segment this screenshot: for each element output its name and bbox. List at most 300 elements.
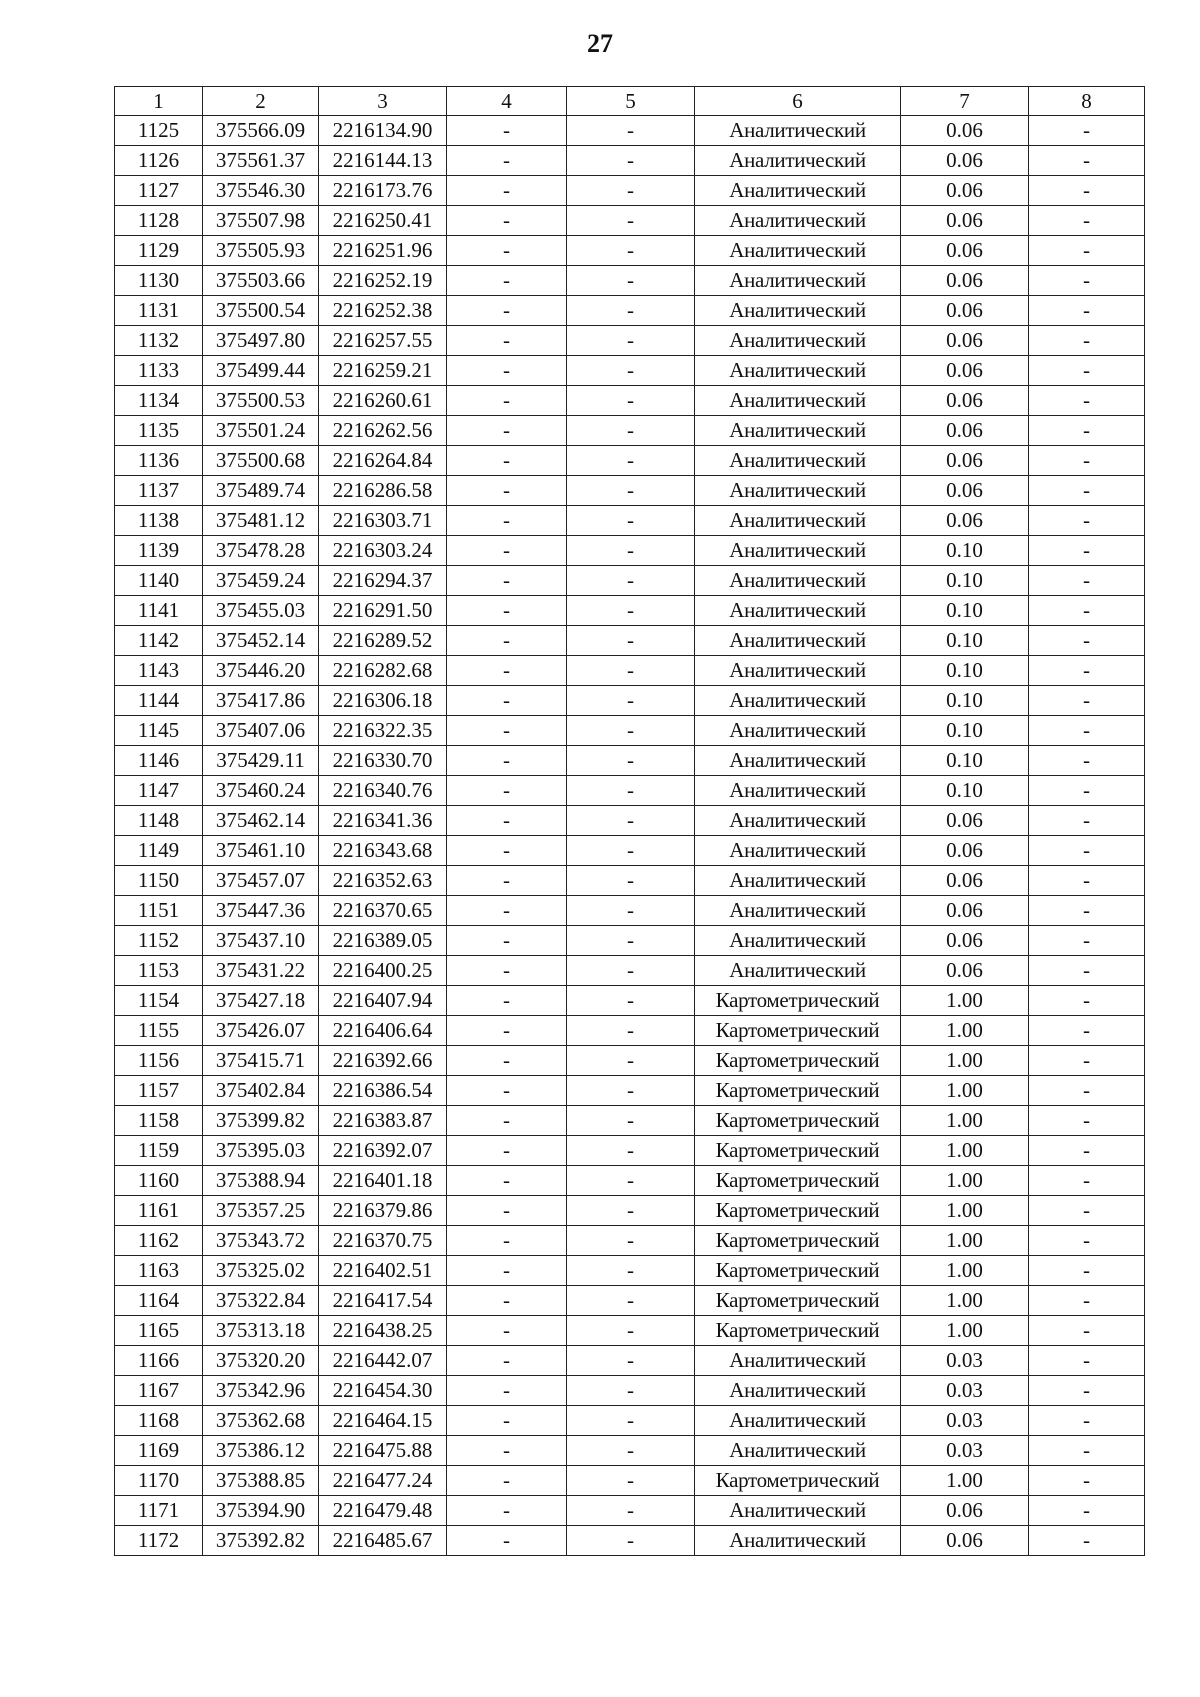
column-4-cell: - [447,266,567,296]
x-coordinate-cell: 375500.54 [203,296,319,326]
accuracy-cell: 0.06 [901,176,1029,206]
table-row [115,296,1145,326]
accuracy-cell: 0.10 [901,656,1029,686]
method-cell: Аналитический [695,866,901,896]
point-number-cell: 1169 [115,1436,203,1466]
column-header: 4 [447,87,567,116]
column-8-cell: - [1029,716,1145,746]
accuracy-cell: 1.00 [901,1076,1029,1106]
x-coordinate-cell: 375546.30 [203,176,319,206]
method-cell: Аналитический [695,416,901,446]
y-coordinate-cell: 2216392.66 [319,1046,447,1076]
column-8-cell: - [1029,206,1145,236]
y-coordinate-cell: 2216386.54 [319,1076,447,1106]
table-row [115,716,1145,746]
column-5-cell: - [567,266,695,296]
table-row [115,656,1145,686]
method-cell: Аналитический [695,356,901,386]
point-number-cell: 1154 [115,986,203,1016]
x-coordinate-cell: 375507.98 [203,206,319,236]
accuracy-cell: 0.06 [901,386,1029,416]
y-coordinate-cell: 2216370.65 [319,896,447,926]
y-coordinate-cell: 2216341.36 [319,806,447,836]
method-cell: Аналитический [695,806,901,836]
point-number-cell: 1126 [115,146,203,176]
column-4-cell: - [447,686,567,716]
column-8-cell: - [1029,146,1145,176]
point-number-cell: 1152 [115,926,203,956]
y-coordinate-cell: 2216252.19 [319,266,447,296]
column-4-cell: - [447,356,567,386]
accuracy-cell: 0.06 [901,1526,1029,1556]
column-5-cell: - [567,1016,695,1046]
column-8-cell: - [1029,806,1145,836]
point-number-cell: 1141 [115,596,203,626]
y-coordinate-cell: 2216389.05 [319,926,447,956]
method-cell: Картометрический [695,1286,901,1316]
y-coordinate-cell: 2216442.07 [319,1346,447,1376]
table-row [115,596,1145,626]
accuracy-cell: 0.06 [901,116,1029,146]
method-cell: Аналитический [695,956,901,986]
point-number-cell: 1128 [115,206,203,236]
y-coordinate-cell: 2216379.86 [319,1196,447,1226]
table-row [115,1106,1145,1136]
method-cell: Аналитический [695,1526,901,1556]
table-row [115,836,1145,866]
accuracy-cell: 0.06 [901,866,1029,896]
column-4-cell: - [447,176,567,206]
y-coordinate-cell: 2216417.54 [319,1286,447,1316]
y-coordinate-cell: 2216289.52 [319,626,447,656]
column-8-cell: - [1029,446,1145,476]
column-4-cell: - [447,716,567,746]
y-coordinate-cell: 2216264.84 [319,446,447,476]
method-cell: Картометрический [695,1166,901,1196]
column-5-cell: - [567,1106,695,1136]
column-5-cell: - [567,596,695,626]
column-4-cell: - [447,746,567,776]
table-row [115,536,1145,566]
accuracy-cell: 0.06 [901,356,1029,386]
table-row [115,476,1145,506]
x-coordinate-cell: 375429.11 [203,746,319,776]
column-5-cell: - [567,926,695,956]
column-5-cell: - [567,956,695,986]
method-cell: Аналитический [695,746,901,776]
column-5-cell: - [567,1076,695,1106]
table-row [115,1496,1145,1526]
column-8-cell: - [1029,1466,1145,1496]
column-5-cell: - [567,116,695,146]
column-5-cell: - [567,1256,695,1286]
column-4-cell: - [447,1196,567,1226]
column-4-cell: - [447,446,567,476]
x-coordinate-cell: 375388.94 [203,1166,319,1196]
y-coordinate-cell: 2216383.87 [319,1106,447,1136]
table-row [115,1166,1145,1196]
table-row [115,1436,1145,1466]
method-cell: Аналитический [695,476,901,506]
table-row [115,326,1145,356]
point-number-cell: 1167 [115,1376,203,1406]
x-coordinate-cell: 375313.18 [203,1316,319,1346]
method-cell: Аналитический [695,656,901,686]
table-row [115,1376,1145,1406]
column-8-cell: - [1029,626,1145,656]
column-8-cell: - [1029,386,1145,416]
y-coordinate-cell: 2216479.48 [319,1496,447,1526]
method-cell: Аналитический [695,176,901,206]
point-number-cell: 1164 [115,1286,203,1316]
accuracy-cell: 1.00 [901,986,1029,1016]
column-5-cell: - [567,1346,695,1376]
y-coordinate-cell: 2216330.70 [319,746,447,776]
method-cell: Аналитический [695,446,901,476]
table-row [115,506,1145,536]
y-coordinate-cell: 2216262.56 [319,416,447,446]
point-number-cell: 1140 [115,566,203,596]
column-4-cell: - [447,1406,567,1436]
point-number-cell: 1130 [115,266,203,296]
accuracy-cell: 1.00 [901,1226,1029,1256]
column-8-cell: - [1029,1496,1145,1526]
method-cell: Аналитический [695,536,901,566]
column-8-cell: - [1029,1406,1145,1436]
accuracy-cell: 0.10 [901,686,1029,716]
column-4-cell: - [447,1286,567,1316]
column-5-cell: - [567,686,695,716]
table-row [115,206,1145,236]
column-5-cell: - [567,836,695,866]
column-header: 8 [1029,87,1145,116]
column-5-cell: - [567,1046,695,1076]
column-4-cell: - [447,776,567,806]
column-4-cell: - [447,1166,567,1196]
point-number-cell: 1132 [115,326,203,356]
accuracy-cell: 1.00 [901,1106,1029,1136]
method-cell: Картометрический [695,1136,901,1166]
column-8-cell: - [1029,236,1145,266]
point-number-cell: 1159 [115,1136,203,1166]
table-row [115,416,1145,446]
x-coordinate-cell: 375500.68 [203,446,319,476]
x-coordinate-cell: 375386.12 [203,1436,319,1466]
point-number-cell: 1166 [115,1346,203,1376]
column-5-cell: - [567,356,695,386]
point-number-cell: 1142 [115,626,203,656]
column-4-cell: - [447,1466,567,1496]
column-4-cell: - [447,956,567,986]
y-coordinate-cell: 2216464.15 [319,1406,447,1436]
column-4-cell: - [447,866,567,896]
column-8-cell: - [1029,986,1145,1016]
table-row [115,806,1145,836]
y-coordinate-cell: 2216134.90 [319,116,447,146]
x-coordinate-cell: 375459.24 [203,566,319,596]
method-cell: Картометрический [695,1196,901,1226]
point-number-cell: 1150 [115,866,203,896]
column-5-cell: - [567,1526,695,1556]
x-coordinate-cell: 375394.90 [203,1496,319,1526]
column-5-cell: - [567,446,695,476]
y-coordinate-cell: 2216401.18 [319,1166,447,1196]
accuracy-cell: 0.06 [901,296,1029,326]
y-coordinate-cell: 2216485.67 [319,1526,447,1556]
accuracy-cell: 0.10 [901,716,1029,746]
x-coordinate-cell: 375325.02 [203,1256,319,1286]
column-5-cell: - [567,176,695,206]
y-coordinate-cell: 2216259.21 [319,356,447,386]
column-8-cell: - [1029,1046,1145,1076]
table-row [115,1286,1145,1316]
column-5-cell: - [567,866,695,896]
method-cell: Аналитический [695,626,901,656]
x-coordinate-cell: 375362.68 [203,1406,319,1436]
x-coordinate-cell: 375322.84 [203,1286,319,1316]
y-coordinate-cell: 2216343.68 [319,836,447,866]
column-8-cell: - [1029,1316,1145,1346]
accuracy-cell: 0.06 [901,806,1029,836]
x-coordinate-cell: 375566.09 [203,116,319,146]
column-4-cell: - [447,1346,567,1376]
point-number-cell: 1137 [115,476,203,506]
table-row [115,266,1145,296]
column-8-cell: - [1029,476,1145,506]
x-coordinate-cell: 375457.07 [203,866,319,896]
column-8-cell: - [1029,536,1145,566]
method-cell: Картометрический [695,1256,901,1286]
x-coordinate-cell: 375402.84 [203,1076,319,1106]
method-cell: Аналитический [695,506,901,536]
x-coordinate-cell: 375399.82 [203,1106,319,1136]
column-8-cell: - [1029,326,1145,356]
accuracy-cell: 0.06 [901,236,1029,266]
column-8-cell: - [1029,176,1145,206]
point-number-cell: 1148 [115,806,203,836]
method-cell: Аналитический [695,716,901,746]
table-row [115,236,1145,266]
column-5-cell: - [567,656,695,686]
column-5-cell: - [567,986,695,1016]
table-row [115,986,1145,1016]
x-coordinate-cell: 375501.24 [203,416,319,446]
point-number-cell: 1147 [115,776,203,806]
x-coordinate-cell: 375455.03 [203,596,319,626]
column-4-cell: - [447,116,567,146]
column-header: 3 [319,87,447,116]
column-8-cell: - [1029,1376,1145,1406]
method-cell: Аналитический [695,1496,901,1526]
column-4-cell: - [447,326,567,356]
table-row [115,926,1145,956]
column-4-cell: - [447,926,567,956]
point-number-cell: 1172 [115,1526,203,1556]
column-4-cell: - [447,806,567,836]
column-5-cell: - [567,746,695,776]
point-number-cell: 1156 [115,1046,203,1076]
column-8-cell: - [1029,296,1145,326]
point-number-cell: 1125 [115,116,203,146]
table-row [115,746,1145,776]
method-cell: Аналитический [695,116,901,146]
x-coordinate-cell: 375395.03 [203,1136,319,1166]
y-coordinate-cell: 2216282.68 [319,656,447,686]
column-5-cell: - [567,326,695,356]
accuracy-cell: 0.06 [901,326,1029,356]
accuracy-cell: 0.06 [901,416,1029,446]
column-8-cell: - [1029,896,1145,926]
point-number-cell: 1161 [115,1196,203,1226]
column-4-cell: - [447,1106,567,1136]
y-coordinate-cell: 2216454.30 [319,1376,447,1406]
x-coordinate-cell: 375489.74 [203,476,319,506]
x-coordinate-cell: 375437.10 [203,926,319,956]
column-8-cell: - [1029,416,1145,446]
column-header: 5 [567,87,695,116]
column-4-cell: - [447,386,567,416]
point-number-cell: 1151 [115,896,203,926]
table-row [115,386,1145,416]
x-coordinate-cell: 375500.53 [203,386,319,416]
x-coordinate-cell: 375561.37 [203,146,319,176]
accuracy-cell: 0.03 [901,1376,1029,1406]
y-coordinate-cell: 2216144.13 [319,146,447,176]
method-cell: Аналитический [695,1436,901,1466]
y-coordinate-cell: 2216257.55 [319,326,447,356]
method-cell: Аналитический [695,386,901,416]
x-coordinate-cell: 375431.22 [203,956,319,986]
column-8-cell: - [1029,956,1145,986]
accuracy-cell: 0.03 [901,1436,1029,1466]
x-coordinate-cell: 375503.66 [203,266,319,296]
column-5-cell: - [567,476,695,506]
point-number-cell: 1131 [115,296,203,326]
column-5-cell: - [567,1496,695,1526]
method-cell: Картометрический [695,1226,901,1256]
accuracy-cell: 1.00 [901,1016,1029,1046]
x-coordinate-cell: 375447.36 [203,896,319,926]
method-cell: Аналитический [695,926,901,956]
column-4-cell: - [447,1226,567,1256]
point-number-cell: 1146 [115,746,203,776]
table-row [115,1046,1145,1076]
accuracy-cell: 0.03 [901,1346,1029,1376]
table-row [115,866,1145,896]
column-4-cell: - [447,296,567,326]
method-cell: Аналитический [695,566,901,596]
column-4-cell: - [447,1316,567,1346]
method-cell: Картометрический [695,1016,901,1046]
column-5-cell: - [567,1316,695,1346]
accuracy-cell: 1.00 [901,1256,1029,1286]
y-coordinate-cell: 2216306.18 [319,686,447,716]
y-coordinate-cell: 2216340.76 [319,776,447,806]
accuracy-cell: 0.06 [901,956,1029,986]
table-row [115,446,1145,476]
method-cell: Картометрический [695,1076,901,1106]
column-5-cell: - [567,1226,695,1256]
accuracy-cell: 0.10 [901,596,1029,626]
accuracy-cell: 1.00 [901,1466,1029,1496]
accuracy-cell: 0.10 [901,626,1029,656]
accuracy-cell: 0.10 [901,536,1029,566]
column-5-cell: - [567,236,695,266]
x-coordinate-cell: 375462.14 [203,806,319,836]
column-5-cell: - [567,206,695,236]
point-number-cell: 1171 [115,1496,203,1526]
point-number-cell: 1165 [115,1316,203,1346]
column-4-cell: - [447,1016,567,1046]
method-cell: Аналитический [695,1406,901,1436]
accuracy-cell: 0.06 [901,476,1029,506]
y-coordinate-cell: 2216475.88 [319,1436,447,1466]
table-row [115,896,1145,926]
y-coordinate-cell: 2216251.96 [319,236,447,266]
column-5-cell: - [567,1376,695,1406]
x-coordinate-cell: 375452.14 [203,626,319,656]
table-body [115,116,1145,1556]
y-coordinate-cell: 2216370.75 [319,1226,447,1256]
accuracy-cell: 1.00 [901,1286,1029,1316]
accuracy-cell: 0.06 [901,206,1029,236]
accuracy-cell: 1.00 [901,1136,1029,1166]
column-4-cell: - [447,1076,567,1106]
accuracy-cell: 1.00 [901,1166,1029,1196]
table-row [115,146,1145,176]
y-coordinate-cell: 2216477.24 [319,1466,447,1496]
column-4-cell: - [447,1436,567,1466]
column-5-cell: - [567,296,695,326]
method-cell: Картометрический [695,1316,901,1346]
method-cell: Аналитический [695,1376,901,1406]
table-row [115,1526,1145,1556]
y-coordinate-cell: 2216260.61 [319,386,447,416]
column-4-cell: - [447,1256,567,1286]
point-number-cell: 1160 [115,1166,203,1196]
column-4-cell: - [447,476,567,506]
column-4-cell: - [447,536,567,566]
x-coordinate-cell: 375427.18 [203,986,319,1016]
accuracy-cell: 0.06 [901,506,1029,536]
x-coordinate-cell: 375497.80 [203,326,319,356]
y-coordinate-cell: 2216291.50 [319,596,447,626]
column-8-cell: - [1029,1436,1145,1466]
table-row [115,1136,1145,1166]
table-row [115,1346,1145,1376]
column-5-cell: - [567,1196,695,1226]
method-cell: Аналитический [695,326,901,356]
accuracy-cell: 0.10 [901,746,1029,776]
coordinates-table [114,86,1145,1556]
column-4-cell: - [447,566,567,596]
column-8-cell: - [1029,1196,1145,1226]
method-cell: Аналитический [695,836,901,866]
header-row [115,87,1145,116]
y-coordinate-cell: 2216252.38 [319,296,447,326]
column-8-cell: - [1029,356,1145,386]
point-number-cell: 1134 [115,386,203,416]
y-coordinate-cell: 2216400.25 [319,956,447,986]
accuracy-cell: 0.06 [901,1496,1029,1526]
table-row [115,1406,1145,1436]
column-4-cell: - [447,1376,567,1406]
column-header: 1 [115,87,203,116]
column-8-cell: - [1029,836,1145,866]
method-cell: Аналитический [695,266,901,296]
column-4-cell: - [447,416,567,446]
y-coordinate-cell: 2216352.63 [319,866,447,896]
